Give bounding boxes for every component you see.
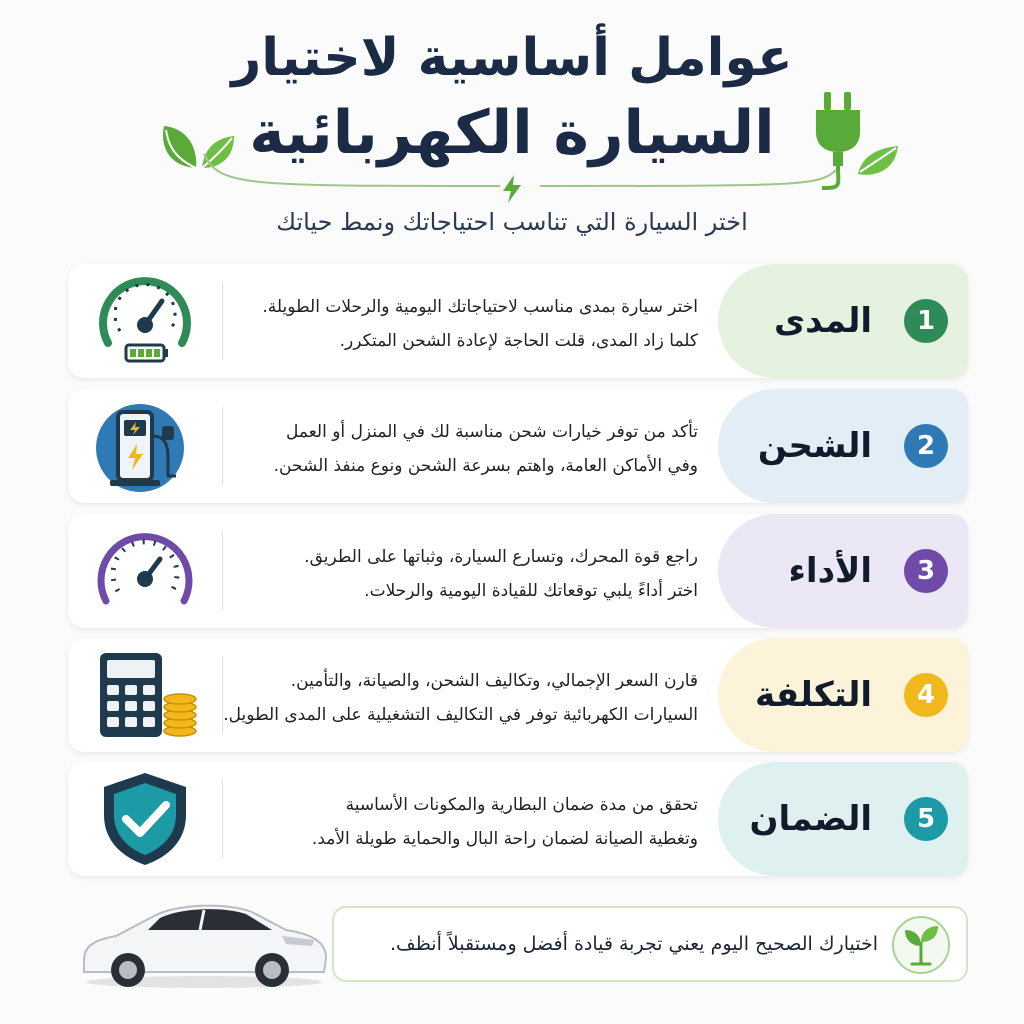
factor-description bbox=[218, 664, 698, 732]
factor-card-range bbox=[68, 264, 968, 378]
factor-number: 3 bbox=[904, 549, 948, 593]
factor-description bbox=[218, 540, 698, 608]
factor-card-performance bbox=[68, 514, 968, 628]
warranty-shield-icon bbox=[90, 769, 200, 869]
factor-description bbox=[218, 415, 698, 483]
electric-car-image bbox=[76, 890, 332, 990]
footer-message-box bbox=[332, 906, 968, 982]
description-line-2: السيارات الكهربائية توفر في التكاليف التشغيلية على المدى الطويل. bbox=[223, 705, 698, 725]
description-line-1: تأكد من توفر خيارات شحن مناسبة لك في المنزل أو العمل bbox=[286, 422, 698, 442]
description-line-1: اختر سيارة بمدى مناسب لاحتياجاتك اليومية والرحلات الطويلة. bbox=[262, 297, 698, 317]
factor-card-cost bbox=[68, 638, 968, 752]
card-divider bbox=[222, 532, 223, 610]
description-line-1: تحقق من مدة ضمان البطارية والمكونات الأساسية bbox=[345, 795, 698, 815]
factor-label: المدى bbox=[773, 301, 872, 341]
description-line-1: قارن السعر الإجمالي، وتكاليف الشحن، والصيانة، والتأمين. bbox=[290, 671, 698, 691]
description-line-2: اختر أداءً يلبي توقعاتك للقيادة اليومية والرحلات. bbox=[364, 581, 698, 601]
footer-text: اختيارك الصحيح اليوم يعني تجربة قيادة أفضل ومستقبلاً أنظف. bbox=[390, 933, 878, 955]
description-line-2: كلما زاد المدى، قلت الحاجة لإعادة الشحن المتكرر. bbox=[339, 331, 698, 351]
sprout-icon bbox=[890, 914, 952, 976]
header bbox=[0, 0, 1024, 260]
factor-card-charging bbox=[68, 389, 968, 503]
card-divider bbox=[222, 656, 223, 734]
factor-label: الضمان bbox=[749, 799, 872, 839]
factor-card-warranty bbox=[68, 762, 968, 876]
description-line-2: وتغطية الصيانة لضمان راحة البال والحماية طويلة الأمد. bbox=[311, 829, 698, 849]
card-divider bbox=[222, 282, 223, 360]
factor-number: 1 bbox=[904, 299, 948, 343]
factor-number: 2 bbox=[904, 424, 948, 468]
range-gauge-icon bbox=[90, 271, 200, 371]
factor-description bbox=[218, 290, 698, 358]
speedometer-icon bbox=[90, 521, 200, 621]
factor-label: الأداء bbox=[788, 551, 872, 591]
card-divider bbox=[222, 780, 223, 858]
calculator-coins-icon bbox=[90, 645, 200, 745]
lightning-icon bbox=[500, 174, 524, 204]
factor-number: 4 bbox=[904, 673, 948, 717]
factor-label: التكلفة bbox=[754, 675, 872, 715]
subtitle: اختر السيارة التي تناسب احتياجاتك ونمط حياتك bbox=[276, 208, 748, 236]
title-line-1: عوامل أساسية لاختيار bbox=[231, 28, 793, 88]
factor-number: 5 bbox=[904, 797, 948, 841]
card-divider bbox=[222, 407, 223, 485]
factor-label: الشحن bbox=[757, 426, 872, 466]
factor-description bbox=[218, 788, 698, 856]
description-line-2: وفي الأماكن العامة، واهتم بسرعة الشحن ونوع منفذ الشحن. bbox=[273, 456, 698, 476]
title-line-2: السيارة الكهربائية bbox=[249, 98, 775, 168]
description-line-1: راجع قوة المحرك، وتسارع السيارة، وثباتها على الطريق. bbox=[304, 547, 698, 567]
charging-station-icon bbox=[90, 396, 200, 496]
